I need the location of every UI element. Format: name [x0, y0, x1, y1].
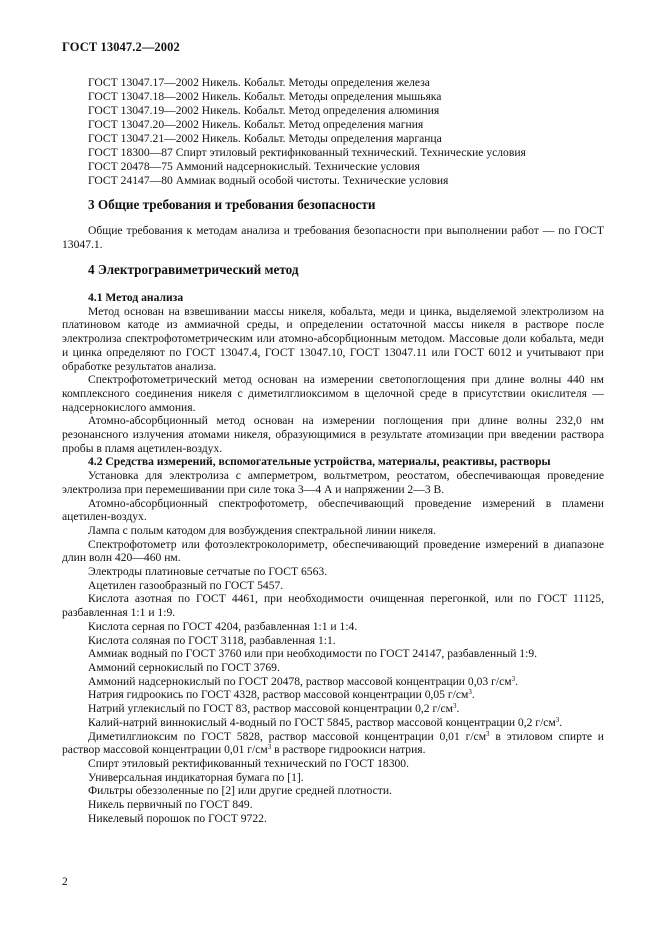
page-number: 2	[62, 875, 68, 888]
reference-item: ГОСТ 13047.19—2002 Никель. Кобальт. Метод определения алюминия	[88, 104, 440, 117]
text: Калий-натрий виннокислый 4-водный по ГОСТ 5845, раствор массовой концентрации 0,2 г/см	[88, 715, 556, 729]
text: в этиловом спирте и раствор массовой концентрации 0,01 г/см	[62, 729, 604, 757]
section-4-heading: 4 Электрогравиметрический метод	[88, 262, 299, 277]
section-3-text	[62, 224, 604, 252]
paragraph: Метод основан на взвешивании массы никеля, кобальта, меди и цинка, выделяемой электролизом на платиновом катоде из аммиачной среды, и определении остаточной массы никеля в растворе после электролиза спектрофотометрическим или атомно-абсорбционным методом. Массовые доли кобальта, меди и цинка определяют по ГОСТ 13047.4, ГОСТ 13047.10, ГОСТ 13047.11 или ГОСТ 6012 и учитывают при обработке результатов анализа.	[62, 304, 604, 373]
superscript: 3	[267, 743, 272, 752]
reference-item: ГОСТ 13047.21—2002 Никель. Кобальт. Методы определения марганца	[88, 132, 442, 145]
superscript: 3	[452, 702, 457, 711]
superscript: 3	[468, 688, 472, 697]
text: .	[456, 702, 460, 716]
paragraph: Лампа с полым катодом для возбуждения спектральной линии никеля.	[88, 523, 436, 537]
subsection-4-2-heading: 4.2 Средства измерений, вспомогательные устройства, материалы, реактивы, растворы	[88, 455, 551, 469]
text: .	[471, 688, 475, 702]
reference-item: ГОСТ 18300—87 Спирт этиловый ректификованный технический. Технические условия	[88, 146, 526, 159]
paragraph: Атомно-абсорбционный метод основан на измерении поглощения при длине волны 232,0 нм резонансного излучения атомами никеля, образующимися в результате атомизации при введении раствора пробы в пламя ацетилен-воздух.	[62, 414, 604, 455]
reference-item: ГОСТ 24147—80 Аммиак водный особой чистоты. Технические условия	[88, 174, 449, 187]
section-4-body	[62, 291, 604, 825]
paragraph: Универсальная индикаторная бумага по [1].	[88, 770, 304, 784]
text: в растворе гидроокиси натрия.	[271, 743, 426, 757]
paragraph	[62, 688, 604, 702]
text: .	[515, 674, 518, 688]
paragraph	[62, 716, 604, 730]
paragraph: Электроды платиновые сетчатые по ГОСТ 6563.	[88, 565, 328, 579]
text: Диметилглиоксим по ГОСТ 5828, раствор массовой концентрации 0,01 г/см	[88, 729, 487, 743]
reference-item: ГОСТ 13047.20—2002 Никель. Кобальт. Метод определения магния	[88, 118, 424, 131]
text: Аммоний надсернокислый по ГОСТ 20478, раствор массовой концентрации 0,03 г/см	[88, 674, 512, 688]
section-3-heading: 3 Общие требования и требования безопасности	[88, 197, 376, 212]
paragraph: Кислота серная по ГОСТ 4204, разбавленная 1:1 и 1:4.	[88, 619, 358, 633]
paragraph: Фильтры обеззоленные по [2] или другие средней плотности.	[88, 784, 392, 798]
paragraph: Аммиак водный по ГОСТ 3760 или при необходимости по ГОСТ 24147, разбавленный 1:9.	[88, 647, 538, 661]
text: Натрий углекислый по ГОСТ 83, раствор массовой концентрации 0,2 г/см	[88, 702, 453, 716]
paragraph: Спектрофотометрический метод основан на измерении светопоглощения при длине волны 440 нм комплексного соединения никеля с диметилглиоксимом в щелочной среде в присутствии окислителя — надсернокислого аммония.	[62, 373, 604, 414]
paragraph: Спирт этиловый ректификованный технический по ГОСТ 18300.	[88, 756, 410, 770]
paragraph: Ацетилен газообразный по ГОСТ 5457.	[88, 578, 284, 592]
paragraph	[62, 702, 604, 716]
paragraph: Атомно-абсорбционный спектрофотометр, обеспечивающий проведение измерений в пламени ацетилен-воздух.	[62, 496, 604, 524]
paragraph: Общие требования к методам анализа и требования безопасности при выполнении работ — по ГОСТ 13047.1.	[62, 224, 604, 251]
paragraph: Кислота соляная по ГОСТ 3118, разбавленная 1:1.	[88, 633, 336, 647]
paragraph: Кислота азотная по ГОСТ 4461, при необходимости очищенная перегонкой, или по ГОСТ 11125, разбавленная 1:1 и 1:9.	[62, 592, 604, 620]
paragraph: Спектрофотометр или фотоэлектроколориметр, обеспечивающий проведение измерений в диапазоне длин волн 420—460 нм.	[62, 537, 604, 565]
reference-list	[88, 76, 526, 188]
subsection-4-1-heading: 4.1 Метод анализа	[88, 291, 184, 304]
reference-item: ГОСТ 20478—75 Аммоний надсернокислый. Технические условия	[88, 160, 420, 173]
reference-item: ГОСТ 13047.17—2002 Никель. Кобальт. Методы определения железа	[88, 76, 430, 89]
paragraph	[62, 675, 604, 689]
reference-item: ГОСТ 13047.18—2002 Никель. Кобальт. Методы определения мышьяка	[88, 90, 442, 103]
paragraph: Установка для электролиза с амперметром, вольтметром, реостатом, обеспечивающая проведение электролиза при перемешивании при силе тока 3—4 А и напряжении 2—3 В.	[62, 469, 604, 496]
paragraph: Никель первичный по ГОСТ 849.	[88, 798, 253, 812]
paragraph: Аммоний сернокислый по ГОСТ 3769.	[88, 660, 280, 674]
superscript: 3	[486, 729, 490, 738]
text: Натрия гидроокись по ГОСТ 4328, раствор массовой концентрации 0,05 г/см	[88, 688, 469, 702]
document-header: ГОСТ 13047.2—2002	[62, 40, 180, 54]
paragraph: Никелевый порошок по ГОСТ 9722.	[88, 811, 267, 825]
superscript: 3	[555, 715, 560, 724]
paragraph	[62, 730, 604, 757]
text: .	[559, 715, 563, 729]
superscript: 3	[511, 674, 516, 683]
